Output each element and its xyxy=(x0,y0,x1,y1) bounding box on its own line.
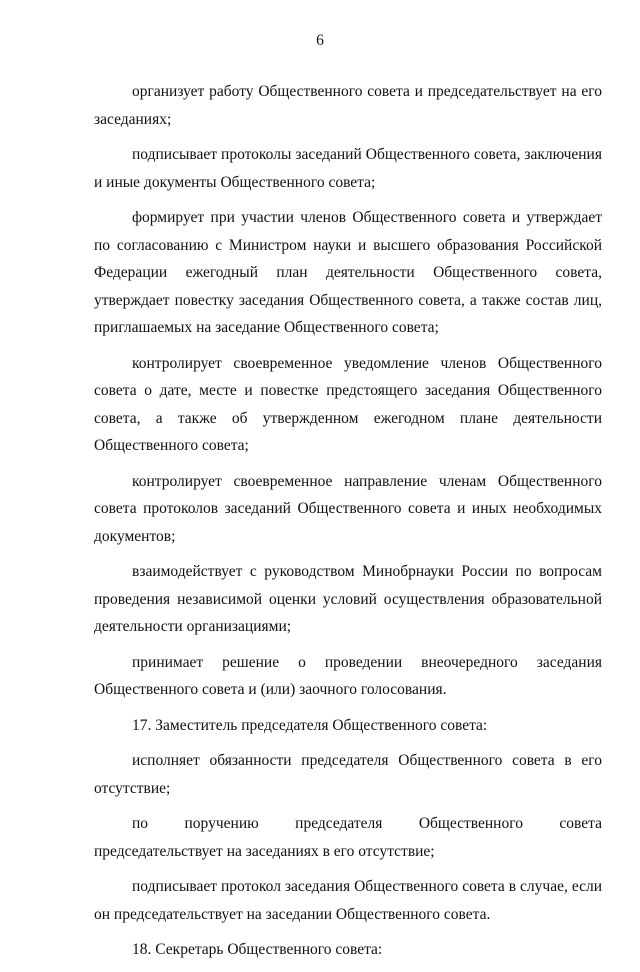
paragraph: контролирует своевременное уведомление членов Общественного совета о дате, месте и повестке предстоящего заседания Общественного совета, а также об утвержденном ежегодном плане деятельности Общественного совета; xyxy=(94,354,602,454)
paragraph: подписывает протокол заседания Общественного совета в случае, если он председательствует на заседании Общественного совета. xyxy=(94,878,602,923)
section-heading: 18. Секретарь Общественного совета: xyxy=(132,941,383,958)
page-number: 6 xyxy=(316,32,324,49)
document-body xyxy=(94,78,602,972)
paragraph: контролирует своевременное направление членам Общественного совета протоколов заседаний Общественного совета и иных необходимых документов; xyxy=(94,472,602,545)
paragraph: организует работу Общественного совета и председательствует на его заседаниях; xyxy=(94,83,602,128)
paragraph: подписывает протоколы заседаний Общественного совета, заключения и иные документы Общественного совета; xyxy=(94,146,602,191)
paragraph: исполняет обязанности председателя Общественного совета в его отсутствие; xyxy=(94,752,602,797)
section-heading: 17. Заместитель председателя Общественного совета: xyxy=(132,716,488,734)
paragraph: взаимодействует с руководством Минобрнауки России по вопросам проведения независимой оценки условий осуществления образовательной деятельности организациями; xyxy=(94,563,602,635)
paragraph: формирует при участии членов Общественного совета и утверждает по согласованию с Министром науки и высшего образования Российской Федерации ежегодный план деятельности Общественного совета, утверждает повестку заседания Общественного совета, а также состав лиц, приглашаемых на заседание Общественного совета; xyxy=(94,209,602,336)
paragraph: по поручению председателя Общественного совета председательствует на заседаниях в его отсутствие; xyxy=(94,815,602,860)
paragraph: принимает решение о проведении внеочередного заседания Общественного совета и (или) заочного голосования. xyxy=(94,653,602,698)
